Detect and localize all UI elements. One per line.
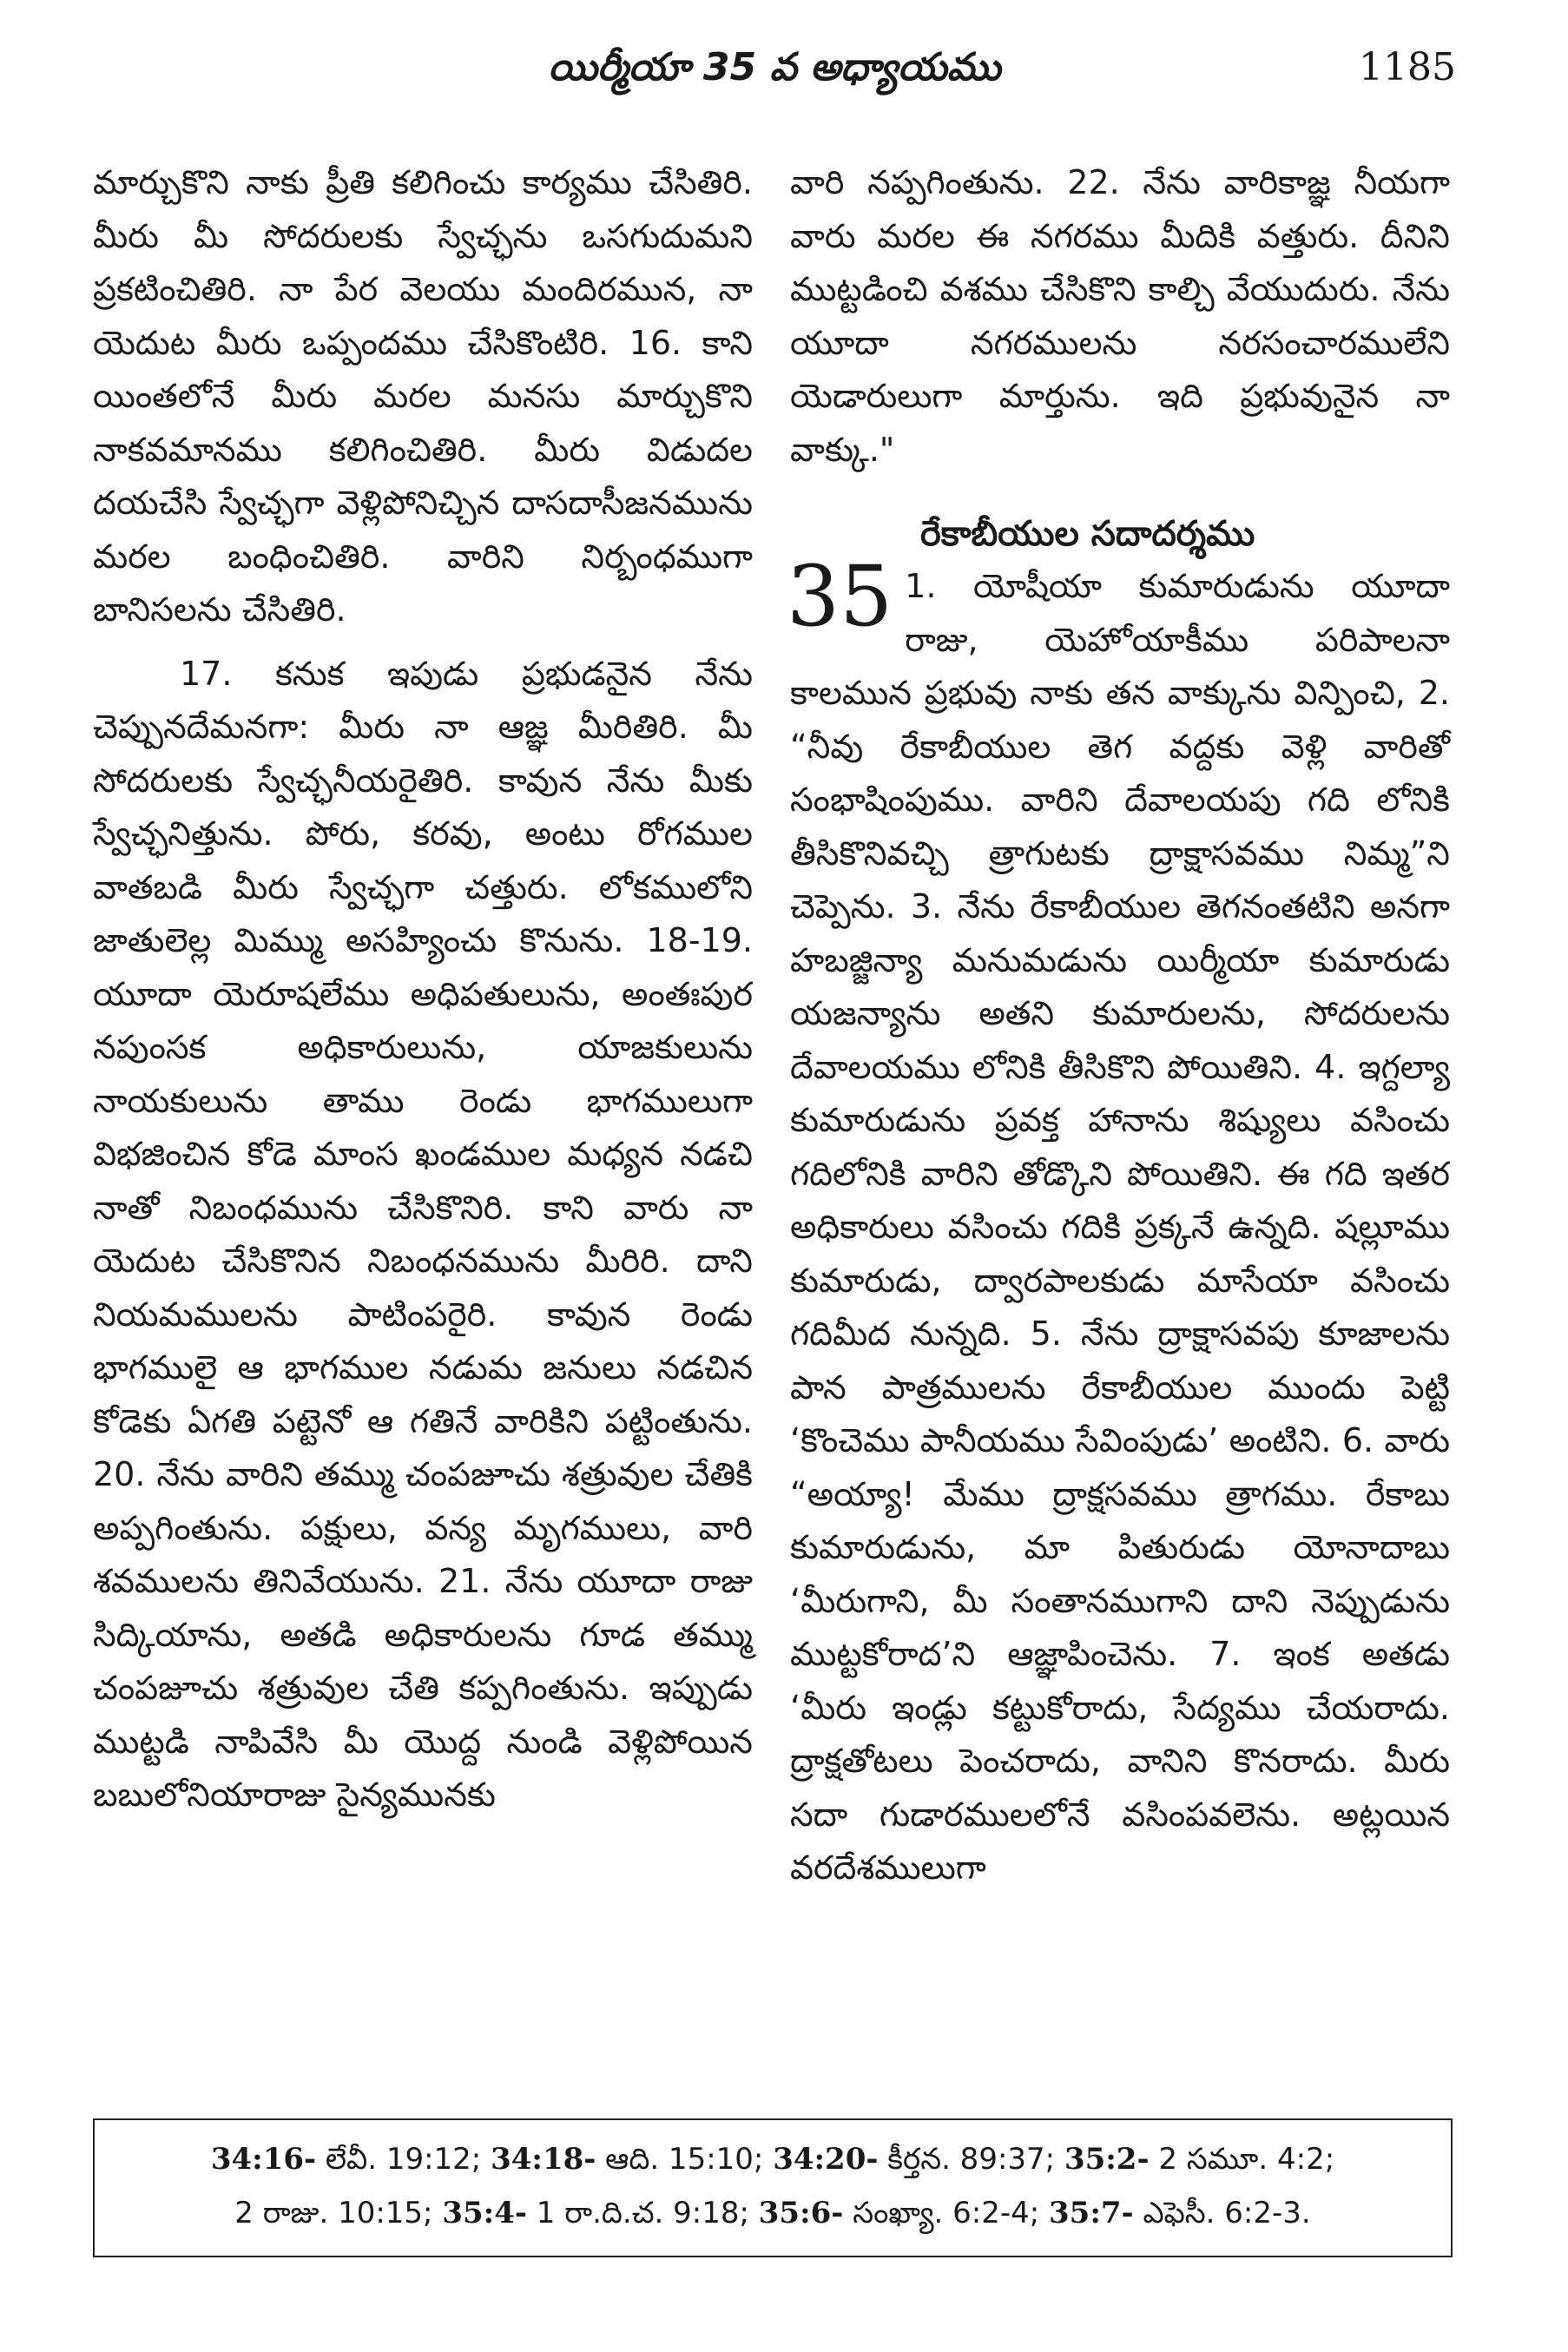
page-number: 1185 [1359, 45, 1456, 89]
footnote-ref: 35:4- [442, 2196, 527, 2230]
paragraph: మార్చుకొని నాకు ప్రీతి కలిగించు కార్యము చేసితిరి. మీరు మీ సోదరులకు స్వేచ్ఛను ఒసగుదుమని ప్రకటించితిరి. నా పేర వెలయు మందిరమున, నా యెదుట మీరు ఒప్పందము చేసికొంటిరి. 16. కాని యింతలోనే మీరు మరల మనసు మార్చుకొని నాకవమానము కలిగించితిరి. మీరు విడుదల దయచేసి స్వేచ్ఛగా వెళ్లిపోనిచ్చిన దాసదాసీజనమును మరల బంధించితిరి. వారిని నిర్బంధముగా బానిసలను చేసితిరి. [93, 163, 753, 629]
footnote-text: ఆది. 15:10; [596, 2142, 774, 2177]
footnote-ref: 34:20- [773, 2142, 879, 2177]
chapter-block [787, 548, 1450, 1895]
footnote-text: 1 రా.ది.చ. 9:18; [526, 2196, 759, 2230]
footnote-text: ఎఫెసీ. 6:2-3. [1133, 2196, 1311, 2230]
footnote-line-2 [95, 2186, 1451, 2240]
footnote-text: సంఖ్యా. 6:2-4; [843, 2196, 1050, 2230]
footnote-ref: 35:2- [1064, 2142, 1150, 2177]
chapter-number: 35 [787, 548, 893, 645]
footnote-text: 2 సమూ. 4:2; [1149, 2142, 1335, 2177]
footnote-ref: 34:18- [491, 2142, 596, 2177]
footnote-text: కీర్తన. 89:37; [878, 2142, 1064, 2177]
footnote-text: లేవీ. 19:12; [316, 2142, 491, 2177]
paragraph: 1. యోషీయా కుమారుడును యూదా రాజు, యెహోయాకీము పరిపాలనా కాలమున ప్రభువు నాకు తన వాక్కును విన్పించి, 2. “నీవు రేకాబీయుల తెగ వద్దకు వెళ్లి వారితో సంభాషింపుము. వారిని దేవాలయపు గది లోనికి తీసికొనివచ్చి త్రాగుటకు ద్రాక్షాసవము నిమ్మ”ని చెప్పెను. 3. నేను రేకాబీయుల తెగనంతటిని అనగా హబజ్జిన్యా మనుమడును యిర్మీయా కుమారుడు యజన్యాను అతని కుమారులను, సోదరులను దేవాలయము లోనికి తీసికొని పోయితిని. 4. ఇగ్దల్యా కుమారుడును ప్రవక్త హానాను శిష్యులు వసించు గదిలోనికి వారిని తోడ్కొని పోయితిని. ఈ గది ఇతర అధికారులు వసించు గదికి ప్రక్కనే ఉన్నది. షల్లూము కుమారుడు, ద్వారపాలకుడు మాసేయా వసించు గదిమీద నున్నది. 5. నేను ద్రాక్షాసవపు కూజాలను పాన పాత్రములను రేకాబీయుల ముందు పెట్టి ‘కొంచెము పానీయము సేవింపుడు’ అంటిని. 6. వారు “అయ్యా! మేము ద్రాక్షసవము త్రాగము. రేకాబు కుమారుడును, మా పితురుడు యోనాదాబు ‘మీరుగాని, మీ సంతానముగాని దాని నెప్పుడును ముట్టకోరాద’ని ఆజ్ఞాపించెను. 7. ఇంక అతడు ‘మీరు ఇండ్లు కట్టుకోరాదు, సేద్యము చేయరాదు. ద్రాక్షతోటలు పెంచరాదు, వానిని కొనరాదు. మీరు సదా గుడారములలోనే వసింపవలెను. అట్లయిన వరదేశములుగా [790, 567, 1450, 1887]
running-title: యిర్మీయా 35 వ అధ్యాయము [548, 45, 1001, 89]
paragraph: 17. కనుక ఇపుడు ప్రభుడనైన నేను చెప్పునదేమనగా: మీరు నా ఆజ్ఞ మీరితిరి. మీ సోదరులకు స్వేచ్ఛనీయరైతిరి. కావున నేను మీకు స్వేచ్ఛనిత్తును. పోరు, కరవు, అంటు రోగముల వాతబడి మీరు స్వేచ్ఛగా చత్తురు. లోకములోని జాతులెల్ల మిమ్ము అసహ్యించు కొనును. 18-19. యూదా యెరూషలేము అధిపతులును, అంతఃపుర నపుంసక అధికారులును, యాజకులును నాయకులును తాము రెండు భాగములుగా విభజించిన కోడె మాంస ఖండముల మధ్యన నడచి నాతో నిబంధమును చేసికొనిరి. కాని వారు నా యెదుట చేసికొనిన నిబంధనమును మీరిరి. దాని నియమములను పాటింపరైరి. కావున రెండు భాగములై ఆ భాగముల నడుమ జనులు నడచిన కోడెకు ఏగతి పట్టెనో ఆ గతినే వారికిని పట్టింతును. 20. నేను వారిని తమ్ము చంపజూచు శత్రువుల చేతికి అప్పగింతును. పక్షులు, వన్య మృగములు, వారి శవములను తినివేయును. 21. నేను యూదా రాజు సిద్కియాను, అతడి అధికారులను గూడ తమ్ము చంపజూచు శత్రువుల చేతి కప్పగింతును. ఇప్పుడు ముట్టడి నాపివేసి మీ యొద్ద నుండి వెళ్లిపోయిన బబులోనియారాజు సైన్యమునకు [93, 654, 753, 1814]
right-column [787, 156, 1450, 1895]
section-heading: రేకాబీయుల సదాదర్శము [920, 514, 1255, 554]
footnote-box [93, 2118, 1453, 2257]
footnote-ref: 35:6- [758, 2196, 844, 2230]
paragraph: వారి నప్పగింతును. 22. నేను వారికాజ్ఞ నీయగా వారు మరల ఈ నగరము మీదికి వత్తురు. దీనిని ముట్టడించి వశము చేసికొని కాల్చి వేయుదురు. నేను యూదా నగరములను నరసంచారములేని యెడారులుగా మార్తును. ఇది ప్రభువునైన నా వాక్కు." [790, 163, 1450, 469]
page-header [93, 45, 1456, 106]
footnote-ref: 34:16- [210, 2142, 317, 2177]
footnote-ref: 35:7- [1049, 2196, 1134, 2230]
footnote-line-1 [95, 2132, 1451, 2186]
footnote-text: 2 రాజు. 10:15; [234, 2196, 443, 2230]
left-column [93, 156, 753, 1833]
